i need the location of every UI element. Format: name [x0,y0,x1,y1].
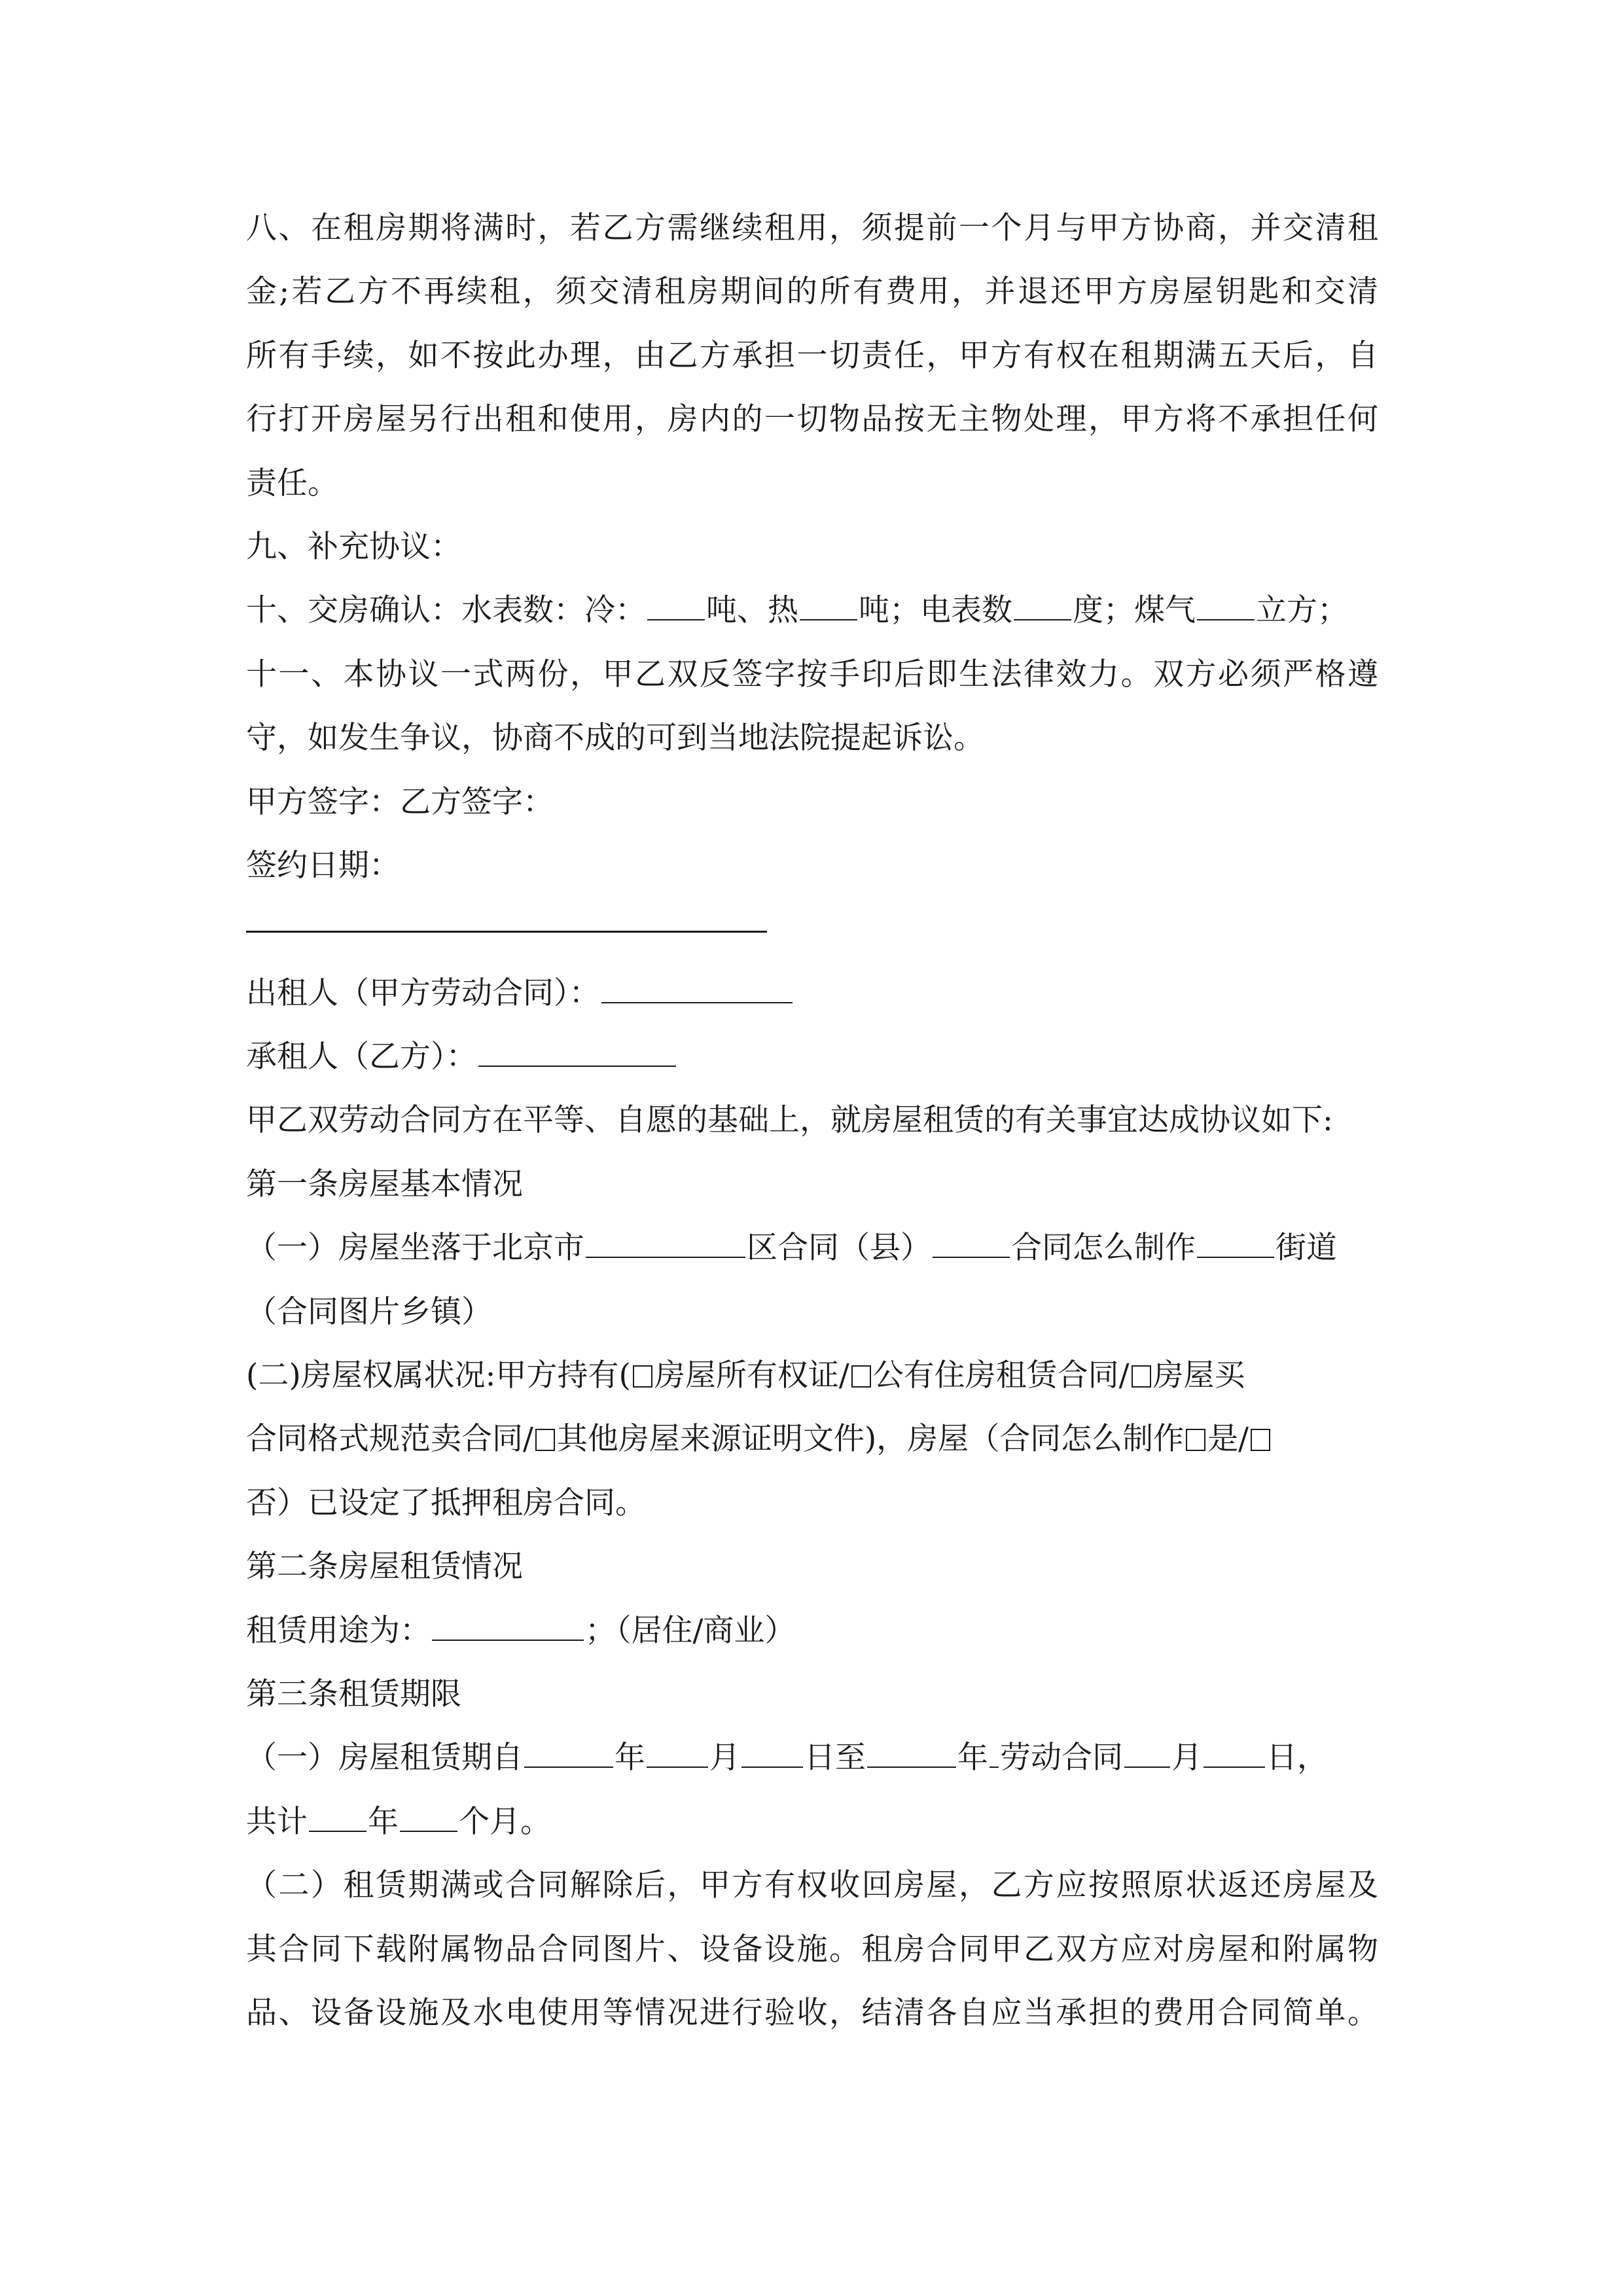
county-blank [933,1228,1010,1258]
article-3-p1 [246,1726,1378,1789]
divider-rule [246,931,767,933]
article-1-p1-cont: （合同图片乡镇） [246,1293,492,1330]
article-1-title: 第一条房屋基本情况 [246,1166,523,1202]
article-1-p2-d: 房屋买 [1152,1357,1245,1394]
electric-meter-blank [1014,590,1071,620]
article-1-p2-a: (二)房屋权属状况:甲方持有( [246,1357,631,1394]
clause-10 [246,579,1378,642]
day-to-label: 日至 [804,1740,866,1776]
total-label: 共计 [246,1803,308,1840]
contract-page [246,196,1378,2045]
article-2-usage [246,1599,1378,1662]
start-day-blank [741,1738,803,1768]
article-1-p2-l2-b: 其他房屋来源证明文件)，房屋（合同怎么制作 [556,1421,1185,1458]
checkbox[interactable] [1251,1429,1270,1451]
article-1-p2-b: 房屋所有权证/ [654,1357,849,1394]
month-label: 月 [709,1740,740,1776]
labor-contract-label: 劳动合同 [1000,1740,1123,1776]
article-1-p1-d: 街道 [1275,1230,1337,1266]
article-1-p1-b: 区合同（县） [747,1230,931,1266]
intro: 甲乙双劳动合同方在平等、自愿的基础上，就房屋租赁的有关事宜达成协议如下: [246,1102,1333,1139]
article-3-p2-line-2: 其合同下载附属物品合同图片、设备设施。租房合同甲乙双方应对房屋和附属物 [246,1931,1378,1967]
article-3-p1-line-2 [246,1790,1378,1854]
end-year-blank [867,1738,956,1768]
total-year-label: 年 [368,1803,399,1840]
clause-8-line-2: 金;若乙方不再续租，须交清租房期间的所有费用，并退还甲方房屋钥匙和交清 [246,274,1378,310]
gas-meter-blank [1197,590,1255,620]
article-3-title: 第三条租赁期限 [246,1676,461,1712]
article-1-p2-l2-c: 是/ [1207,1421,1249,1458]
total-month-label: 个月。 [459,1803,551,1840]
end-year-label: 年 [957,1740,988,1776]
clause-11-line-2: 守，如发生争议，协商不成的可到当地法院提起诉讼。 [246,720,984,757]
article-1-p2 [246,1344,1378,1407]
usage-options: ；（居住/商业） [585,1612,796,1649]
lessor-line [246,961,1378,1025]
article-2-title: 第二条房屋租赁情况 [246,1549,523,1585]
clause-11-line-1: 十一、本协议一式两份，甲乙双反签字按手印后即生法律效力。双方必须严格遵 [246,656,1378,692]
article-3-p2-line-1: （二）租赁期满或合同解除后，甲方有权收回房屋，乙方应按照原状返还房屋及 [246,1867,1378,1904]
signature-line: 甲方签字：乙方签字： [246,783,554,820]
clause-10-label: 十、交房确认：水表数：冷： [246,592,646,629]
end-month-label: 月 [1171,1740,1202,1776]
checkbox[interactable] [535,1429,555,1451]
end-day-label: 日， [1266,1740,1328,1776]
clause-8-line-1: 八、在租房期将满时，若乙方需继续租用，须提前一个月与甲方协商，并交清租 [246,210,1378,246]
lease-term-start-label: （一）房屋租赁期自 [246,1740,523,1776]
total-months-blank [400,1802,457,1832]
article-1-p2-line-3: 否）已设定了抵押租房合同。 [246,1484,646,1521]
usage-label: 租赁用途为： [246,1612,431,1649]
article-3-p2-line-3: 品、设备设施及水电使用等情况进行验收，结清各自应当承担的费用合同简单。 [246,1994,1378,2031]
clause-10-electric: 吨；电表数 [859,592,1012,629]
section-divider [246,897,1378,961]
article-1-p1 [246,1216,1378,1280]
hot-water-blank [800,590,857,620]
lessee-blank [478,1037,676,1067]
checkbox[interactable] [1186,1429,1205,1451]
lessee-line [246,1025,1378,1088]
clause-10-gas: 度；煤气 [1073,592,1196,629]
lessee-label: 承租人（乙方）： [246,1039,477,1075]
clause-8-line-3: 所有手续，如不按此办理，由乙方承担一切责任，甲方有权在租期满五天后，自 [246,337,1378,374]
clause-8-line-4: 行打开房屋另行出租和使用，房内的一切物品按无主物处理，甲方将不承担任何 [246,401,1378,438]
clause-10-cubic: 立方； [1256,592,1348,629]
article-1-p1-c: 合同怎么制作 [1011,1230,1196,1266]
city-district-blank [586,1228,745,1258]
total-years-blank [309,1802,366,1832]
checkbox[interactable] [851,1365,871,1388]
usage-blank [432,1611,584,1641]
article-1-p2-c: 公有住房租赁合同/ [872,1357,1130,1394]
end-month-blank [1124,1738,1170,1768]
checkbox[interactable] [1132,1365,1151,1388]
article-1-p1-a: （一）房屋坐落于北京市 [246,1230,584,1266]
end-day-blank [1204,1738,1265,1768]
clause-9: 九、补充协议： [246,528,461,565]
sign-date: 签约日期： [246,847,400,884]
article-1-p2-l2-a: 合同格式规范卖合同/ [246,1421,533,1458]
lessor-blank [601,973,793,1003]
year-label: 年 [615,1740,645,1776]
spacer-blank [990,1738,999,1768]
clause-10-heat: 吨、热 [706,592,798,629]
article-1-p2-line-2 [246,1407,1378,1471]
start-year-blank [524,1738,613,1768]
start-month-blank [647,1738,708,1768]
checkbox[interactable] [633,1365,652,1388]
lessor-label: 出租人（甲方劳动合同）： [246,975,600,1011]
cold-water-blank [647,590,705,620]
clause-8-line-5: 责任。 [246,465,338,501]
street-blank [1197,1228,1274,1258]
